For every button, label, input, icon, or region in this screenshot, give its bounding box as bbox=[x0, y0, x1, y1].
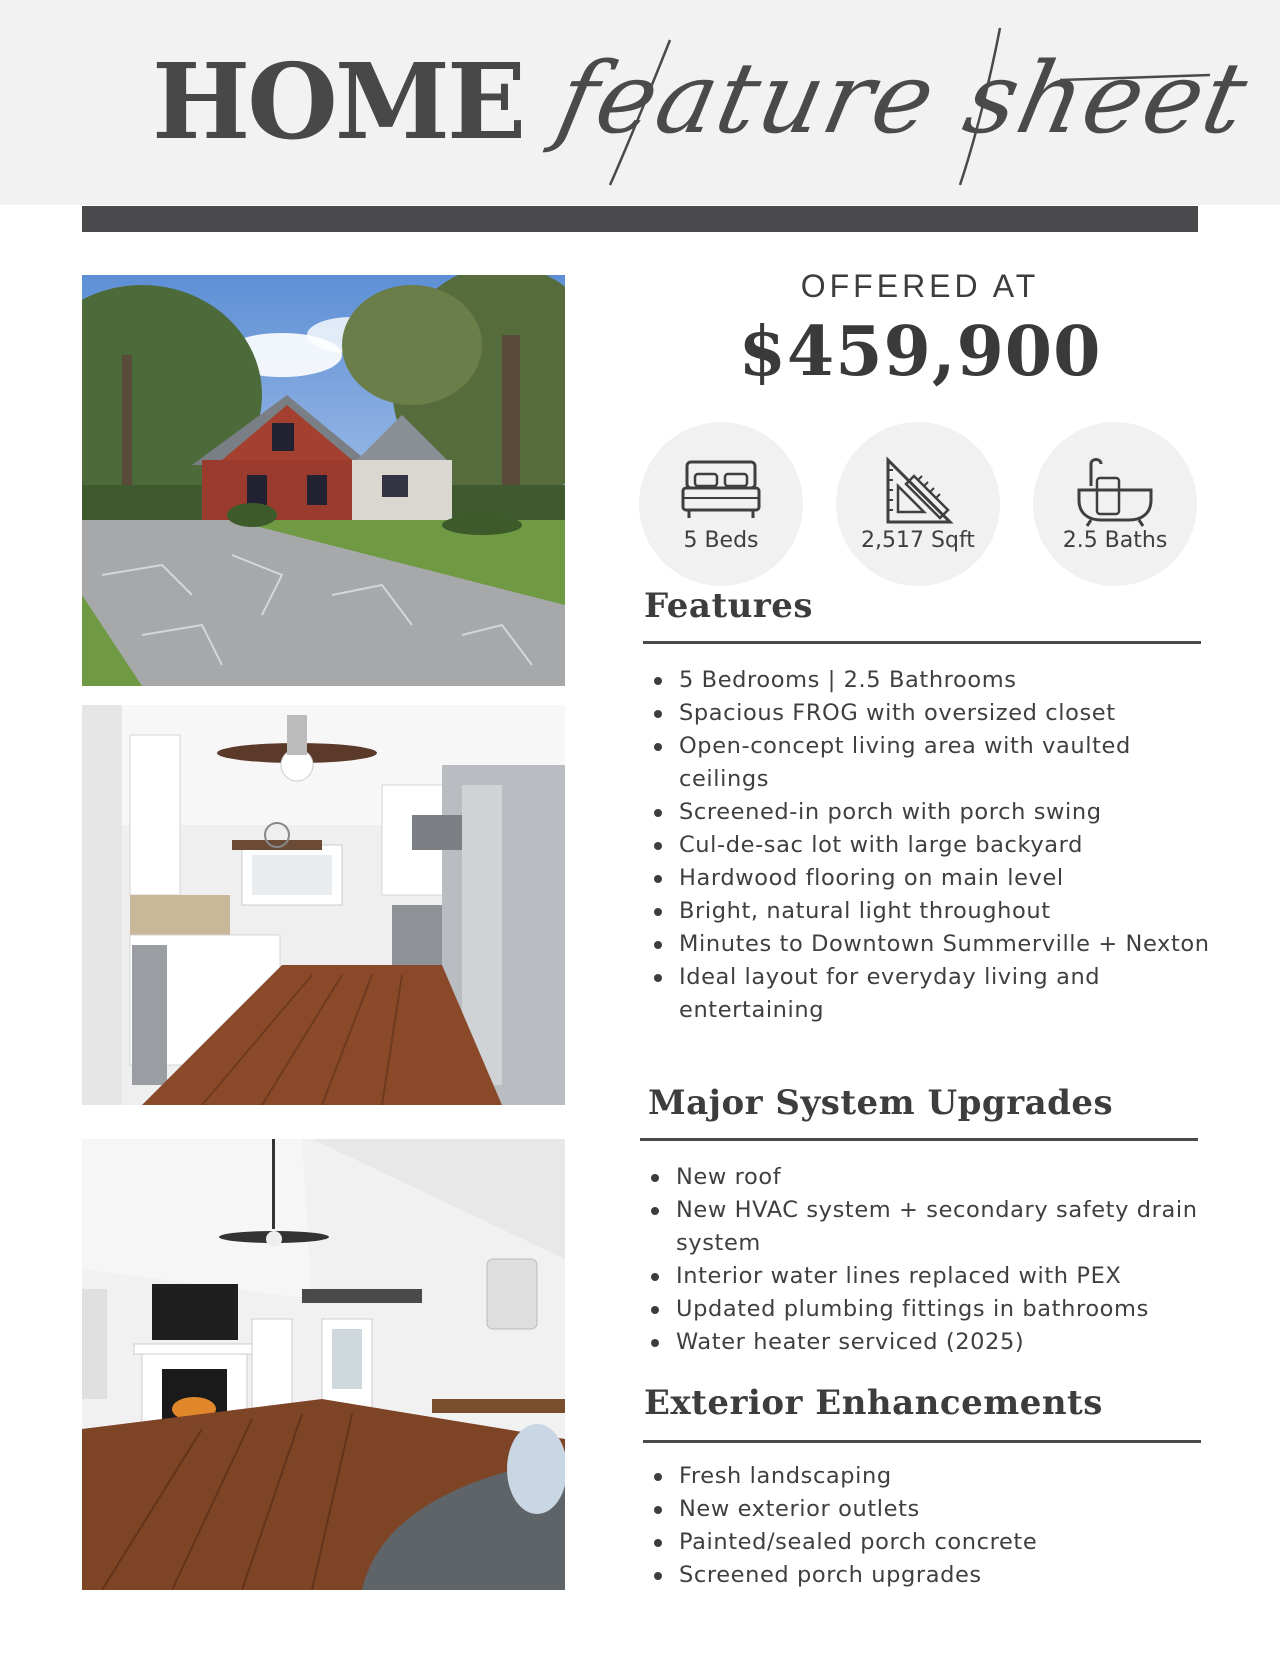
list-item: Screened-in porch with porch swing bbox=[651, 796, 1211, 829]
header-rule-bar bbox=[82, 206, 1198, 232]
list-item: Updated plumbing fittings in bathrooms bbox=[648, 1293, 1208, 1326]
list-item: New roof bbox=[648, 1161, 1208, 1194]
upgrades-list bbox=[648, 1161, 1208, 1359]
list-item: Interior water lines replaced with PEX bbox=[648, 1260, 1208, 1293]
list-item: Ideal layout for everyday living and entertaining bbox=[651, 961, 1211, 1027]
stat-sqft bbox=[836, 422, 1000, 586]
upgrades-rule bbox=[640, 1138, 1198, 1141]
features-title: Features bbox=[644, 586, 814, 626]
price: $459,900 bbox=[738, 312, 1102, 392]
list-item: Bright, natural light throughout bbox=[651, 895, 1211, 928]
ruler-triangle-icon bbox=[878, 456, 958, 528]
list-item: New HVAC system + secondary safety drain system bbox=[648, 1194, 1208, 1260]
features-list bbox=[651, 664, 1211, 1027]
list-item: Spacious FROG with oversized closet bbox=[651, 697, 1211, 730]
exterior-list bbox=[651, 1460, 1211, 1592]
script-swash-decoration bbox=[520, 20, 1220, 190]
list-item: Fresh landscaping bbox=[651, 1460, 1211, 1493]
list-item: Screened porch upgrades bbox=[651, 1559, 1211, 1592]
living-photo bbox=[82, 1139, 565, 1590]
stat-baths-label: 2.5 Baths bbox=[1062, 528, 1168, 553]
title-script: feature sheet bbox=[547, 42, 1259, 156]
exterior-rule bbox=[643, 1440, 1201, 1443]
list-item: Minutes to Downtown Summerville + Nexton bbox=[651, 928, 1211, 961]
stat-sqft-label: 2,517 Sqft bbox=[861, 528, 975, 553]
list-item: Cul-de-sac lot with large backyard bbox=[651, 829, 1211, 862]
features-rule bbox=[643, 641, 1201, 644]
kitchen-photo bbox=[82, 705, 565, 1105]
upgrades-title: Major System Upgrades bbox=[648, 1083, 1114, 1123]
list-item: Open-concept living area with vaulted ceilings bbox=[651, 730, 1211, 796]
list-item: Hardwood flooring on main level bbox=[651, 862, 1211, 895]
bathtub-icon bbox=[1075, 456, 1155, 528]
bed-icon bbox=[681, 456, 761, 528]
list-item: Painted/sealed porch concrete bbox=[651, 1526, 1211, 1559]
stat-beds bbox=[639, 422, 803, 586]
list-item: Water heater serviced (2025) bbox=[648, 1326, 1208, 1359]
stat-baths bbox=[1033, 422, 1197, 586]
list-item: 5 Bedrooms | 2.5 Bathrooms bbox=[651, 664, 1211, 697]
offered-at-label: OFFERED AT bbox=[800, 268, 1040, 304]
exterior-title: Exterior Enhancements bbox=[644, 1383, 1103, 1423]
stat-beds-label: 5 Beds bbox=[683, 528, 759, 553]
title-home: HOME bbox=[152, 40, 524, 163]
list-item: New exterior outlets bbox=[651, 1493, 1211, 1526]
exterior-photo bbox=[82, 275, 565, 686]
